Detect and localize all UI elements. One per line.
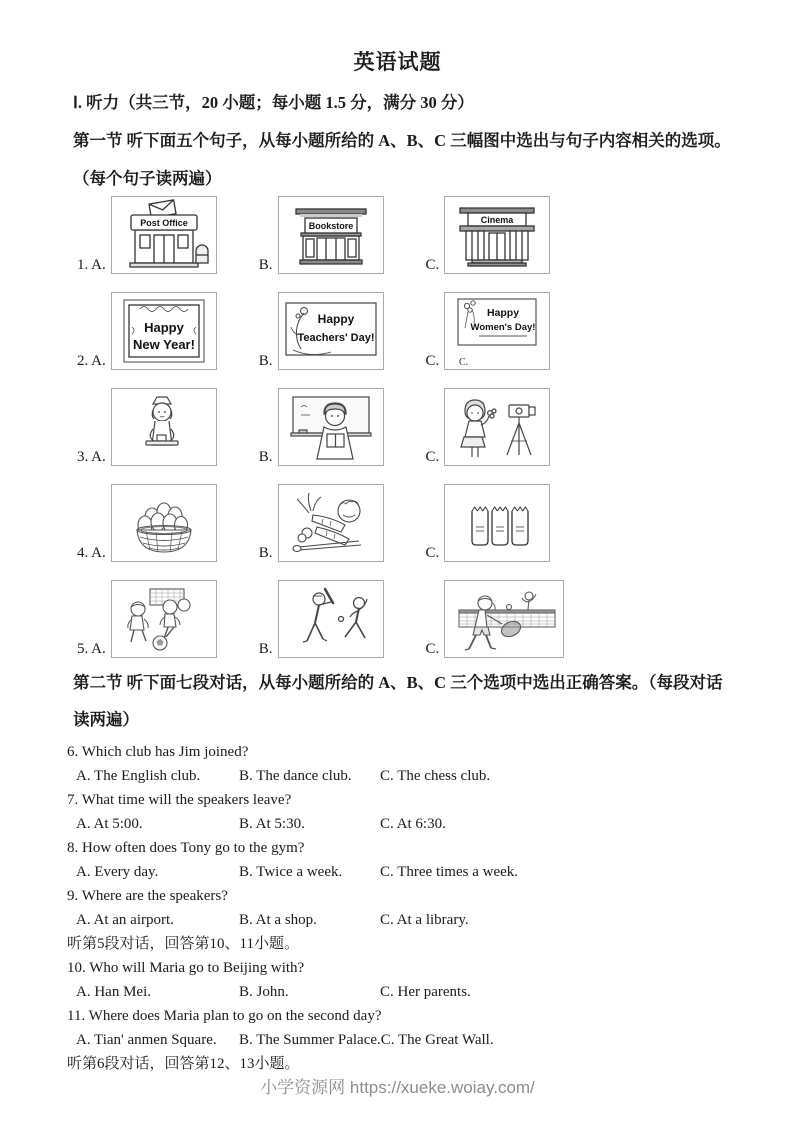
question-10-options <box>76 980 795 1004</box>
q3-option-c <box>426 388 551 466</box>
bookstore-sign-text: Bookstore <box>308 221 353 231</box>
option-a: A. Tian' anmen Square. <box>76 1032 217 1048</box>
q4-option-b-image-box <box>278 484 384 562</box>
question-11-options <box>76 1028 795 1052</box>
part2-questions <box>0 740 795 1076</box>
card-text-line2: New Year! <box>132 337 195 352</box>
question-9-options <box>76 908 795 932</box>
q2-option-a <box>77 292 217 370</box>
part2-instruction-line2: 读两遍） <box>73 710 139 729</box>
question-7-options <box>76 812 795 836</box>
vegetables-icon <box>279 485 383 561</box>
option-label: 4. A. <box>77 545 106 561</box>
q2-option-a-image-box <box>111 292 217 370</box>
picture-question-5 <box>77 578 795 658</box>
option-b: B. Twice a week. <box>239 864 343 880</box>
card-text-line1: Happy <box>317 312 354 326</box>
card-text-line2: Women's Day! <box>470 322 536 333</box>
q5-option-a <box>77 580 217 658</box>
q2-option-c <box>426 292 551 370</box>
question-9: 9. Where are the speakers? <box>67 888 228 904</box>
dialog-5-note: 听第5段对话，回答第10、11小题。 <box>67 936 299 952</box>
q4-option-c-image-box <box>444 484 550 562</box>
q3-option-a <box>77 388 217 466</box>
dialog-6-note: 听第6段对话，回答第12、13小题。 <box>67 1056 300 1072</box>
question-10: 10. Who will Maria go to Beijing with? <box>67 960 305 976</box>
listening-section-heading: Ⅰ. 听力（共三节，20 小题；每小题 1.5 分，满分 30 分） <box>73 93 474 112</box>
question-11: 11. Where does Maria plan to go on the second day? <box>67 1008 382 1024</box>
q2-option-c-image-box <box>444 292 550 370</box>
q1-option-b-image-box <box>278 196 384 274</box>
page-title: 英语试题 <box>353 50 442 74</box>
part1-instruction: 第一节 听下面五个句子，从每小题所给的 A、B、C 三幅图中选出与句子内容相关的选项。 <box>73 131 731 150</box>
question-7: 7. What time will the speakers leave? <box>67 792 292 808</box>
q1-option-a <box>77 196 217 274</box>
picture-question-4 <box>77 482 795 562</box>
baseball-players-icon <box>279 581 383 657</box>
q4-option-a-image-box <box>111 484 217 562</box>
q3-option-b-image-box <box>278 388 384 466</box>
q4-option-a <box>77 484 217 562</box>
option-label: B. <box>258 353 273 369</box>
new-year-card-icon <box>112 293 216 369</box>
picture-question-3 <box>77 386 795 466</box>
inner-option-label: C. <box>459 357 469 368</box>
q3-option-a-image-box <box>111 388 217 466</box>
option-label: C. <box>425 257 440 273</box>
option-c: C. The Great Wall. <box>380 1032 494 1048</box>
question-8-options <box>76 860 795 884</box>
q5-option-b <box>259 580 384 658</box>
womens-day-card-icon <box>445 293 549 369</box>
q1-option-c <box>426 196 551 274</box>
part1-note: （每个句子读两遍） <box>73 169 222 188</box>
question-6: 6. Which club has Jim joined? <box>67 744 249 760</box>
option-label: B. <box>258 641 273 657</box>
q5-option-c-image-box <box>444 580 564 658</box>
option-label: 1. A. <box>77 257 106 273</box>
soccer-game-icon <box>112 581 216 657</box>
option-c: C. At a library. <box>380 912 469 928</box>
question-8: 8. How often does Tony go to the gym? <box>67 840 305 856</box>
milk-bottles-icon <box>445 485 549 561</box>
option-label: C. <box>425 641 440 657</box>
option-b: B. The Summer Palace. <box>239 1032 381 1048</box>
q1-option-b <box>259 196 384 274</box>
option-label: 3. A. <box>77 449 106 465</box>
teacher-with-book-icon <box>279 389 383 465</box>
part2-instruction-line1: 第二节 听下面七段对话，从每小题所给的 A、B、C 三个选项中选出正确答案。（每段对话 <box>73 673 723 692</box>
card-text-line2: Teachers' Day! <box>297 332 375 344</box>
option-a: A. The English club. <box>76 768 201 784</box>
option-b: B. The dance club. <box>239 768 352 784</box>
q2-option-b <box>259 292 384 370</box>
option-c: C. Three times a week. <box>380 864 519 880</box>
q3-option-c-image-box <box>444 388 550 466</box>
q5-option-b-image-box <box>278 580 384 658</box>
basket-of-eggs-icon <box>112 485 216 561</box>
option-label: C. <box>425 449 440 465</box>
option-label: 5. A. <box>77 641 106 657</box>
q3-option-b <box>259 388 384 466</box>
option-label: C. <box>425 353 440 369</box>
option-c: C. At 6:30. <box>380 816 446 832</box>
q4-option-c <box>426 484 551 562</box>
option-label: B. <box>258 545 273 561</box>
q1-option-c-image-box <box>444 196 550 274</box>
option-c: C. Her parents. <box>380 984 471 1000</box>
picture-question-1 <box>77 194 795 274</box>
q1-option-a-image-box <box>111 196 217 274</box>
option-label: 2. A. <box>77 353 106 369</box>
cinema-icon <box>445 197 549 273</box>
option-b: B. At 5:30. <box>239 816 305 832</box>
post-office-icon <box>112 197 216 273</box>
option-b: B. At a shop. <box>239 912 317 928</box>
option-b: B. John. <box>239 984 289 1000</box>
teachers-day-card-icon <box>279 293 383 369</box>
card-text-line1: Happy <box>487 307 520 319</box>
tennis-players-icon <box>445 581 563 657</box>
option-a: A. At 5:00. <box>76 816 143 832</box>
nurse-with-tray-icon <box>112 389 216 465</box>
card-text-line1: Happy <box>143 320 184 335</box>
q5-option-c <box>426 580 565 658</box>
q2-option-b-image-box <box>278 292 384 370</box>
post-office-sign-text: Post Office <box>140 218 188 228</box>
question-6-options <box>76 764 795 788</box>
option-a: A. At an airport. <box>76 912 174 928</box>
option-label: B. <box>258 449 273 465</box>
option-a: A. Every day. <box>76 864 159 880</box>
bookstore-icon <box>279 197 383 273</box>
cinema-sign-text: Cinema <box>481 215 514 225</box>
option-label: C. <box>425 545 440 561</box>
q4-option-b <box>259 484 384 562</box>
reporter-and-camera-icon <box>445 389 549 465</box>
option-label: B. <box>258 257 273 273</box>
option-c: C. The chess club. <box>380 768 491 784</box>
footer-watermark: 小学资源网 https://xueke.woiay.com/ <box>260 1078 535 1097</box>
picture-question-2 <box>77 290 795 370</box>
option-a: A. Han Mei. <box>76 984 151 1000</box>
q5-option-a-image-box <box>111 580 217 658</box>
